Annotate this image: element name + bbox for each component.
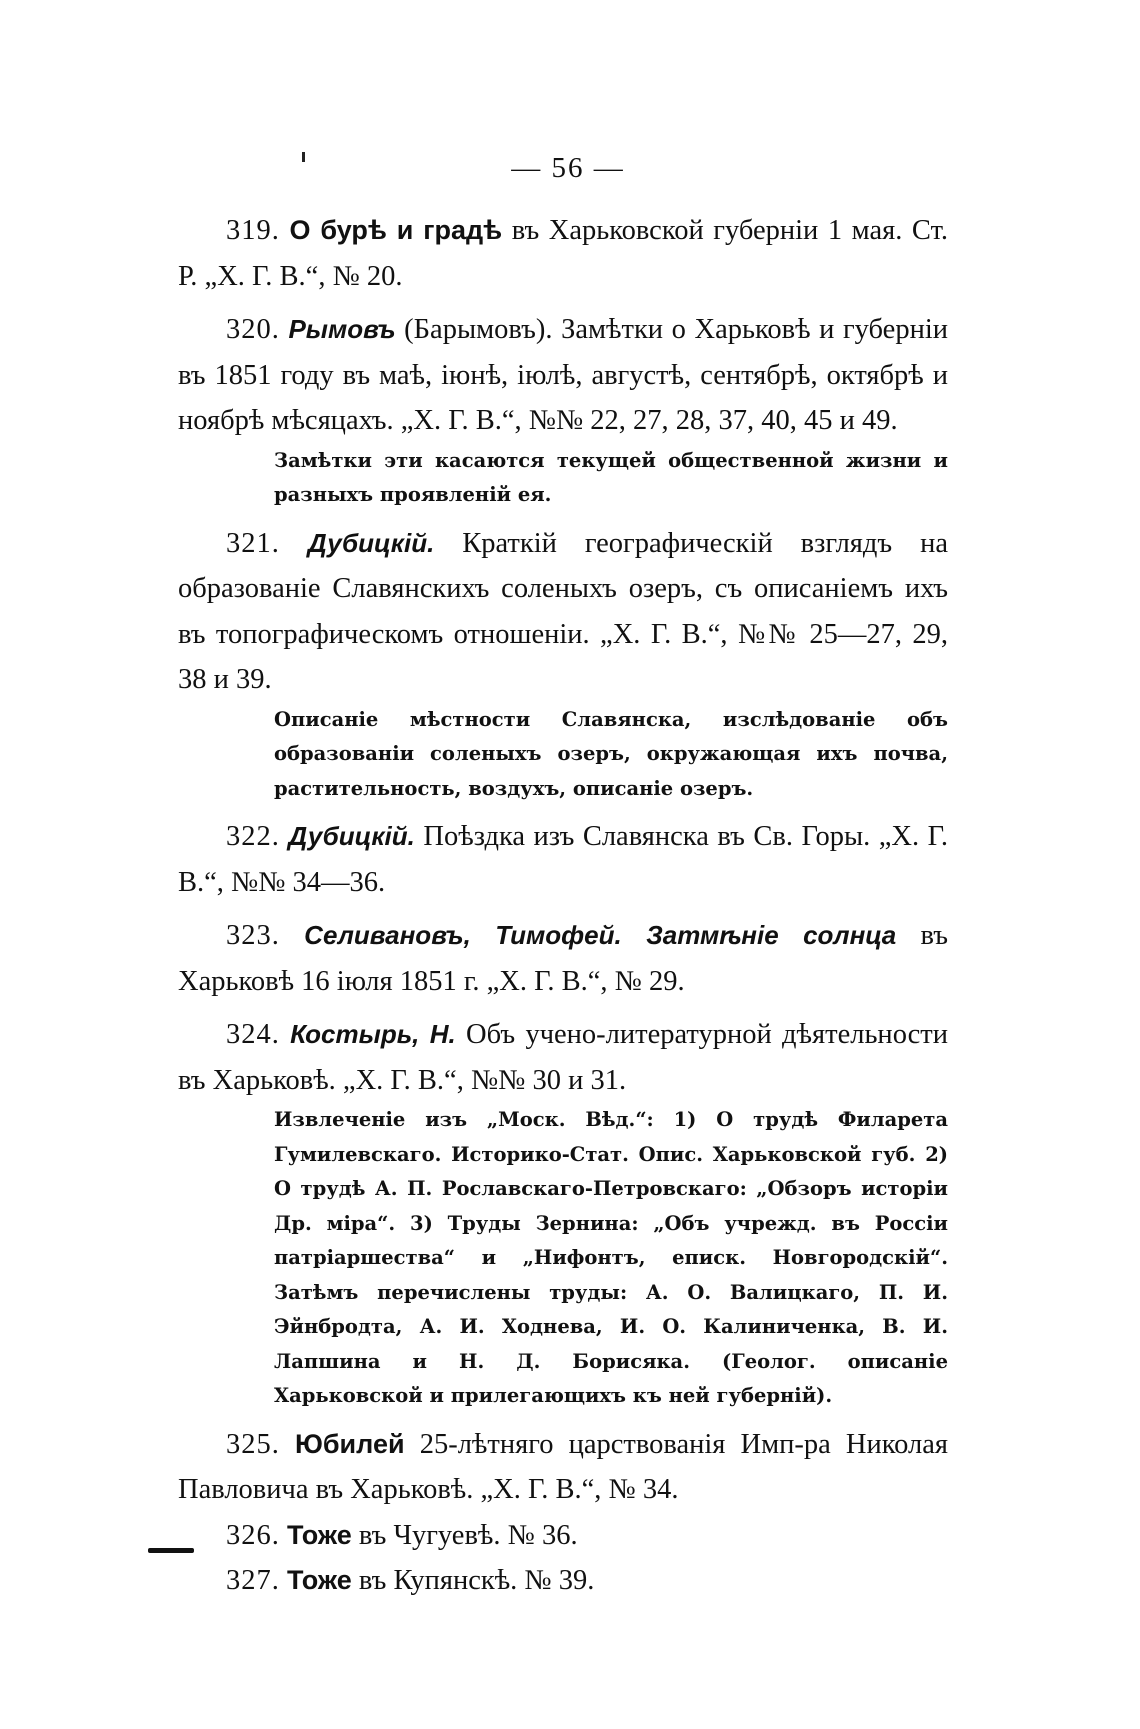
entry-321 xyxy=(178,521,948,703)
entry-324 xyxy=(178,1012,948,1103)
entry-326 xyxy=(178,1513,948,1559)
entry-327 xyxy=(178,1558,948,1604)
entry-number: 319. xyxy=(226,215,280,246)
entry-text: въ Купянскѣ. № 39. xyxy=(351,1565,595,1596)
entry-heading: Тоже xyxy=(287,1565,352,1595)
entry-text: въ Харьковской губерніи 1 мая. Ст. Р. „Х. Г. В.“, № 20. xyxy=(178,215,949,292)
entry-325 xyxy=(178,1422,948,1513)
entry-number: 327. xyxy=(226,1565,280,1596)
entry-note: Извлеченіе изъ „Моск. Вѣд.“: 1) О трудѣ Филарета Гумилевскаго. Историко-Стат. Опис. Харьковской губ. 2) О трудѣ А. П. Рославскаго-Петровскаго: „Обзоръ исторіи Др. міра“. 3) Труды Зернина: „Объ учрежд. въ Россіи патріаршества“ и „Нифонтъ, еписк. Новгородскій“. Затѣмъ перечислены труды: А. О. Валицкаго, П. И. Эйнбродта, А. И. Ходнева, И. О. Калиниченка, В. И. Лапшина и Н. Д. Борисяка. (Геолог. описаніе Харьковской и прилегающихъ къ ней губерній). xyxy=(274,1108,948,1407)
entry-number: 324. xyxy=(226,1019,280,1050)
entry-number: 323. xyxy=(226,920,280,951)
entry-number: 325. xyxy=(226,1428,280,1460)
entry-text: Краткій географическій взглядъ на образованіе Славянскихъ соленыхъ озеръ, съ описаніемъ ихъ въ топографическомъ отношеніи. „Х. Г. В.“, №№ 25—27, 29, 38 и 39. xyxy=(178,527,948,695)
entry-number: 322. xyxy=(226,821,280,852)
entry-author: Дубицкій. xyxy=(307,527,435,558)
entry-note: Замѣтки эти касаются текущей общественной жизни и разныхъ проявленій ея. xyxy=(274,448,948,506)
entry-number: 321. xyxy=(226,527,280,559)
entry-number: 326. xyxy=(226,1519,280,1551)
entry-320 xyxy=(178,307,948,444)
entry-text: 25-лѣтняго царствованія Имп-ра Николая Павловича въ Харьковѣ. „Х. Г. В.“, № 34. xyxy=(178,1428,949,1505)
entry-322 xyxy=(178,814,948,905)
entry-text: въ Харьковѣ 16 іюля 1851 г. „Х. Г. В.“, № 29. xyxy=(178,920,949,997)
entry-author: Дубицкій. xyxy=(288,821,415,851)
page-number: — 56 — xyxy=(511,152,625,184)
entry-text: въ Чугуевѣ. № 36. xyxy=(351,1519,578,1551)
entry-heading: О бурѣ и градѣ xyxy=(289,215,503,245)
entry-author: Костырь, Н. xyxy=(290,1019,456,1049)
entry-note: Описаніе мѣстности Славянска, изслѣдованіе объ образованіи соленыхъ озеръ, окружающая ихъ почва, растительность, воздухъ, описаніе озеръ. xyxy=(274,707,948,800)
entry-number: 320. xyxy=(226,314,280,345)
end-ornament xyxy=(148,1548,194,1553)
entry-319 xyxy=(178,208,948,299)
entry-heading: Юбилей xyxy=(295,1428,405,1459)
entry-text: (Барымовъ). Замѣтки о Харьковѣ и губерніи въ 1851 году въ маѣ, іюнѣ, іюлѣ, августѣ, сентябрѣ, октябрѣ и ноябрѣ мѣсяцахъ. „Х. Г. В.“, №№ 22, 27, 28, 37, 40, 45 и 49. xyxy=(178,314,948,436)
entry-text: Объ учено-литературной дѣятельности въ Харьковѣ. „Х. Г. В.“, №№ 30 и 31. xyxy=(178,1019,949,1096)
entry-author: Селивановъ, Тимофей. Затмѣніе солнца xyxy=(304,920,897,950)
entry-author: Рымовъ xyxy=(288,314,396,344)
entry-text: Поѣздка изъ Славянска въ Св. Горы. „Х. Г. В.“, №№ 34—36. xyxy=(178,821,949,898)
entry-heading: Тоже xyxy=(287,1519,352,1550)
page-content xyxy=(178,150,948,1604)
entry-323 xyxy=(178,913,948,1004)
